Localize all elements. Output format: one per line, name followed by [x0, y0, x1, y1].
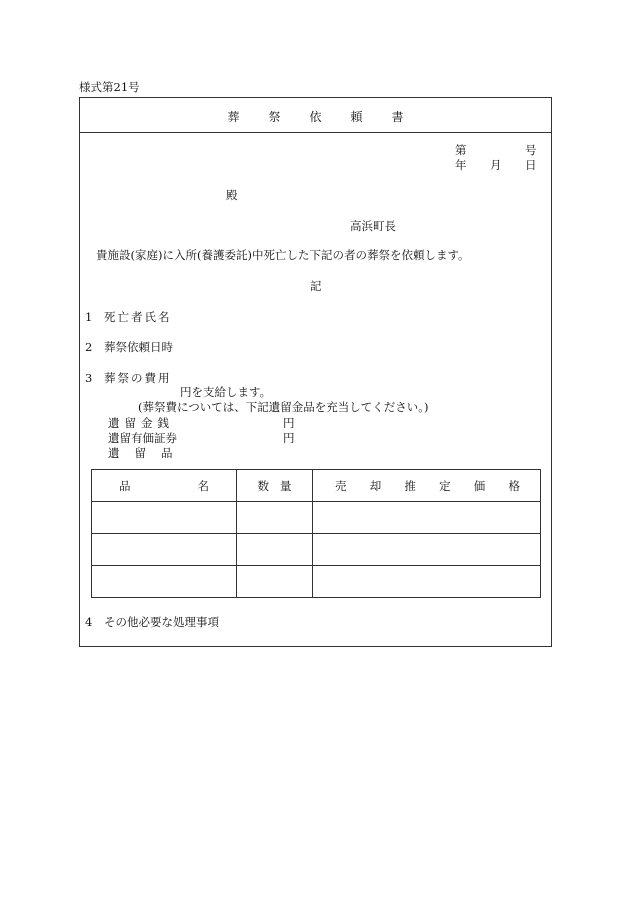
payment-text: 円を支給します。 [180, 385, 272, 399]
ki-label: 記 [310, 279, 322, 293]
column-header-quantity [237, 470, 313, 502]
item-number: 4 [85, 615, 93, 629]
header-char: 却 [369, 478, 382, 493]
header-char: 品 [119, 478, 131, 493]
date-month-label: 月 [490, 158, 502, 172]
quantity-cell[interactable] [237, 566, 313, 598]
price-cell[interactable] [313, 534, 541, 566]
payment-note: (葬祭費については、下記遺留金品を充当してください。) [138, 400, 429, 414]
request-text: 貴施設(家庭)に入所(養護委託)中死亡した下記の者の葬祭を依頼します。 [96, 248, 470, 262]
header-char: 価 [473, 478, 486, 493]
title-char: 祭 [268, 110, 281, 124]
number-prefix: 第 [455, 143, 467, 157]
funeral-cost-label: 葬祭の費用 [104, 371, 172, 385]
header-char: 名 [197, 478, 209, 493]
table-row [92, 566, 541, 598]
title-char: 書 [391, 110, 404, 124]
header-char: 売 [335, 478, 347, 493]
table-header-row [92, 470, 541, 502]
price-cell[interactable] [313, 502, 541, 534]
goods-label: 遺留品 [108, 446, 188, 460]
date-day-label: 日 [525, 158, 537, 172]
price-cell[interactable] [313, 566, 541, 598]
item-number: 1 [85, 310, 93, 324]
title-char: 葬 [227, 110, 240, 124]
header-char: 推 [404, 478, 416, 493]
addressee-honorific: 殿 [226, 188, 238, 202]
item-number: 3 [85, 371, 93, 385]
item-name-cell[interactable] [92, 566, 237, 598]
deceased-name-label: 死亡者氏名 [104, 310, 172, 324]
header-char: 定 [439, 478, 451, 493]
securities-unit: 円 [283, 431, 295, 445]
table-row [92, 534, 541, 566]
title-char: 依 [309, 110, 322, 124]
date-year-label: 年 [455, 158, 467, 172]
estate-items-table [91, 469, 541, 598]
cash-unit: 円 [283, 416, 295, 430]
column-header-estimated-sale-price [313, 470, 541, 502]
securities-label: 遺留有価証券 [108, 431, 177, 445]
form-number: 様式第21号 [79, 80, 140, 94]
header-char: 格 [508, 478, 520, 493]
item-name-cell[interactable] [92, 502, 237, 534]
cash-label: 遺留金銭 [108, 416, 174, 430]
quantity-cell[interactable] [237, 534, 313, 566]
header-char: 数 [257, 478, 269, 493]
header-char: 量 [280, 478, 292, 493]
title-char: 頼 [350, 110, 363, 124]
column-header-item-name [92, 470, 237, 502]
quantity-cell[interactable] [237, 502, 313, 534]
form-title [79, 108, 552, 125]
item-name-cell[interactable] [92, 534, 237, 566]
table-row [92, 502, 541, 534]
title-divider [79, 132, 552, 133]
item-number: 2 [85, 340, 93, 354]
sender-name: 高浜町長 [350, 219, 396, 233]
number-suffix: 号 [525, 143, 537, 157]
funeral-datetime-label: 葬祭依頼日時 [104, 340, 173, 354]
other-matters-label: その他必要な処理事項 [104, 615, 219, 629]
